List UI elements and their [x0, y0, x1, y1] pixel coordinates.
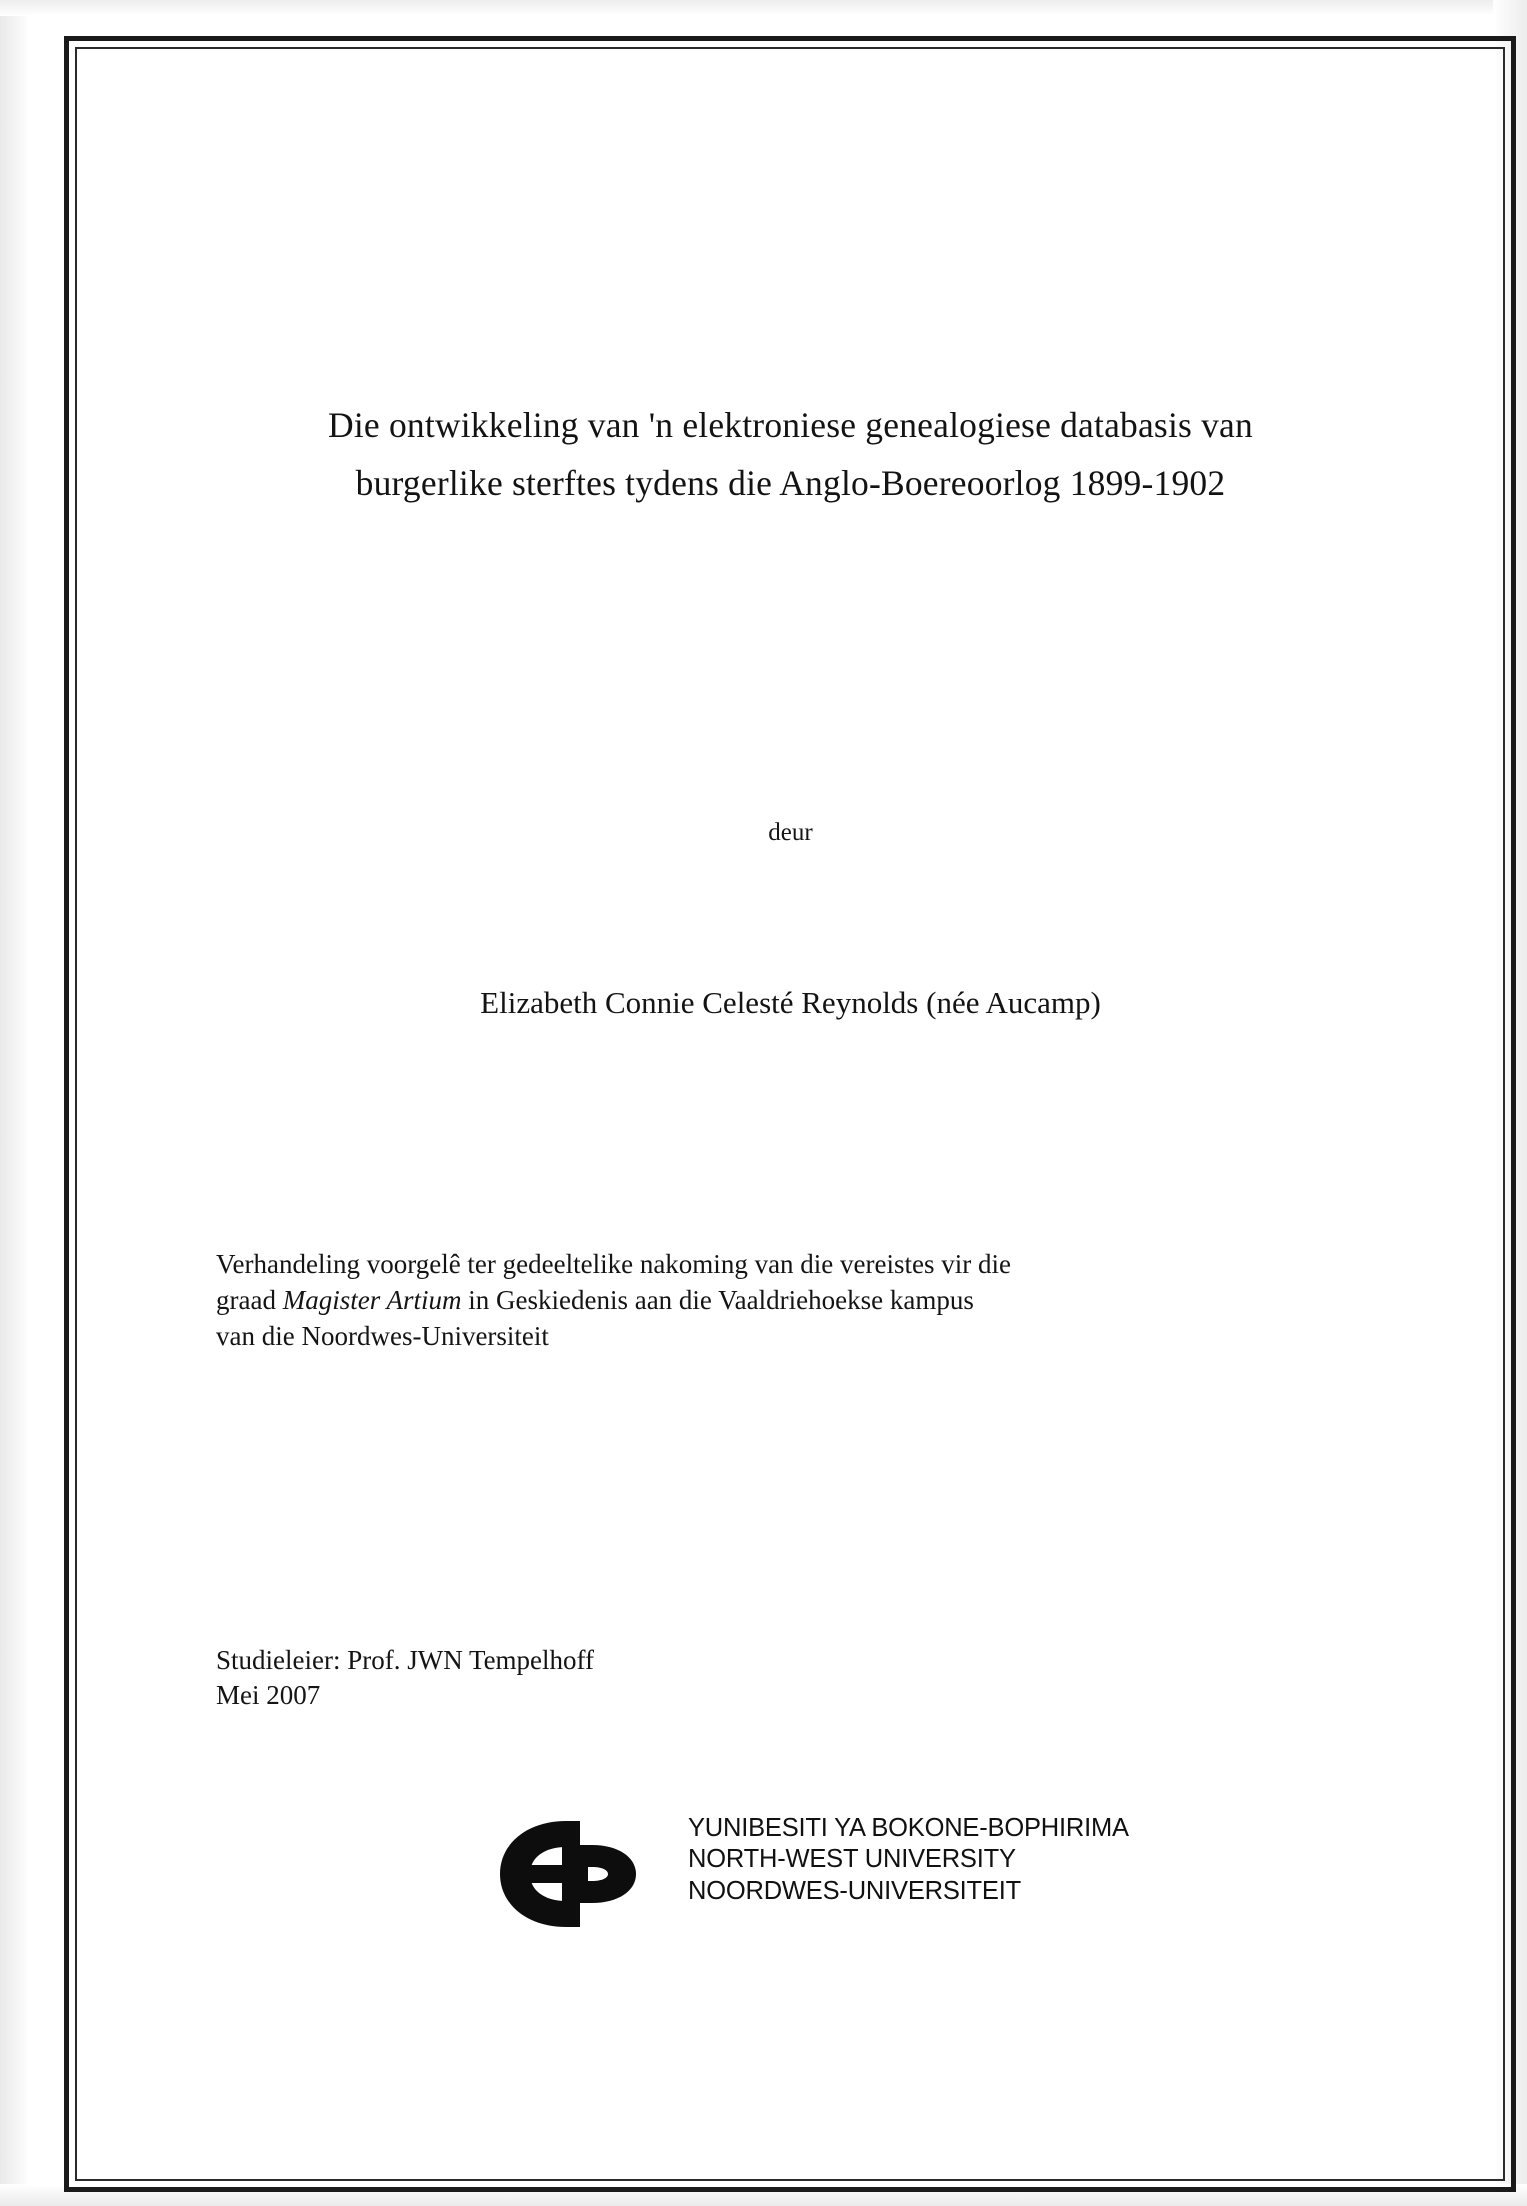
degree-statement: [216, 1247, 1364, 1355]
logo-text-line-2: NORTH-WEST UNIVERSITY: [688, 1845, 1016, 1874]
degree-name: Magister Artium: [282, 1284, 462, 1315]
date-line: Mei 2007: [216, 1680, 321, 1711]
degree-statement-line-2: [216, 1283, 1364, 1319]
title-page-content: [208, 47, 1373, 2181]
degree-statement-line-2-post: in Geskiedenis aan die Vaaldriehoekse kampus: [461, 1284, 974, 1315]
degree-statement-line-3: van die Noordwes-Universiteit: [216, 1320, 549, 1351]
university-logo: [488, 1809, 1188, 1949]
author-name: Elizabeth Connie Celesté Reynolds (née Aucamp): [480, 985, 1101, 1020]
scan-edge-left: [0, 0, 30, 2206]
by-label: deur: [768, 819, 813, 846]
degree-statement-line-1: Verhandeling voorgelê ter gedeeltelike nakoming van die vereistes vir die: [216, 1249, 1011, 1279]
logo-text-line-3: NOORDWES-UNIVERSITEIT: [688, 1876, 1021, 1905]
title-line-2: burgerlike sterftes tydens die Anglo-Boereoorlog 1899-1902: [355, 462, 1226, 503]
title-line-1: Die ontwikkeling van 'n elektroniese genealogiese databasis van: [328, 405, 1253, 445]
scanned-page: [28, 14, 1496, 2186]
supervisor-line: Studieleier: Prof. JWN Tempelhoff: [216, 1645, 595, 1675]
page-title: [208, 397, 1373, 512]
north-west-university-logo-icon: [488, 1815, 684, 1933]
logo-text-line-1: YUNIBESITI YA BOKONE-BOPHIRIMA: [688, 1814, 1129, 1842]
university-logo-text: [688, 1813, 1129, 1907]
supervisor-block: [216, 1643, 1016, 1713]
degree-statement-line-2-pre: graad: [216, 1284, 283, 1315]
